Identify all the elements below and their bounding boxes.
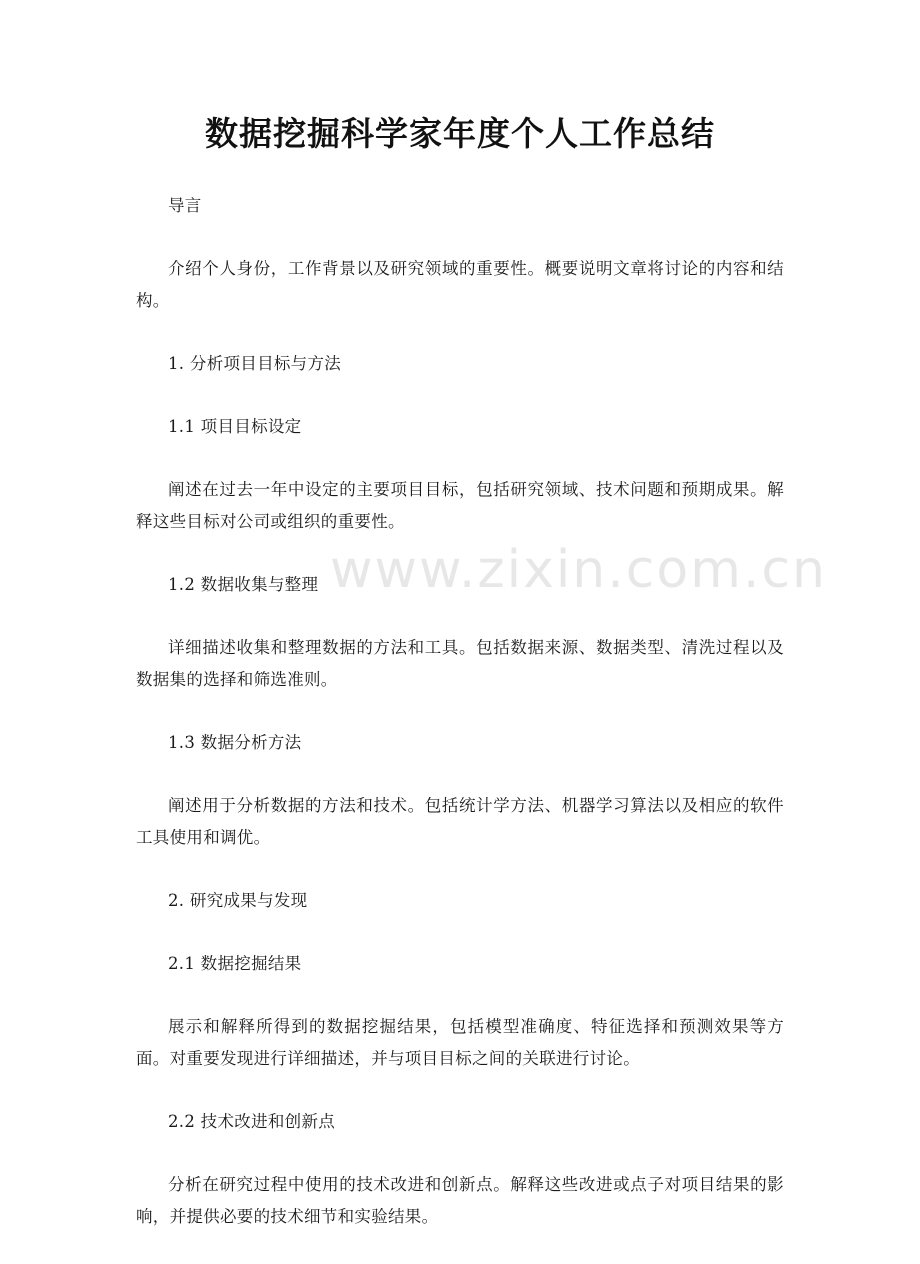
document-body bbox=[136, 190, 784, 1264]
paragraph-intro: 介绍个人身份，工作背景以及研究领域的重要性。概要说明文章将讨论的内容和结构。 bbox=[136, 259, 784, 310]
paragraph-1-1: 阐述在过去一年中设定的主要项目目标，包括研究领域、技术问题和预期成果。解释这些目标对公司或组织的重要性。 bbox=[136, 480, 784, 531]
document-title: 数据挖掘科学家年度个人工作总结 bbox=[205, 114, 715, 153]
paragraph-2-2: 分析在研究过程中使用的技术改进和创新点。解释这些改进或点子对项目结果的影响，并提供必要的技术细节和实验结果。 bbox=[136, 1175, 784, 1226]
section-heading-1: 1. 分析项目目标与方法 bbox=[168, 354, 342, 373]
subsection-heading-2-1: 2.1 数据挖掘结果 bbox=[168, 954, 302, 973]
section-heading-2: 2. 研究成果与发现 bbox=[168, 891, 308, 910]
section-heading-intro: 导言 bbox=[168, 196, 202, 215]
subsection-heading-1-2: 1.2 数据收集与整理 bbox=[168, 575, 319, 594]
subsection-heading-2-2: 2.2 技术改进和创新点 bbox=[168, 1112, 336, 1131]
paragraph-2-1: 展示和解释所得到的数据挖掘结果，包括模型准确度、特征选择和预测效果等方面。对重要发现进行详细描述，并与项目目标之间的关联进行讨论。 bbox=[136, 1017, 784, 1068]
watermark: www.zixin.com.cn bbox=[330, 540, 827, 600]
subsection-heading-1-3: 1.3 数据分析方法 bbox=[168, 733, 302, 752]
subsection-heading-1-1: 1.1 项目目标设定 bbox=[168, 417, 302, 436]
paragraph-1-2: 详细描述收集和整理数据的方法和工具。包括数据来源、数据类型、清洗过程以及数据集的选择和筛选准则。 bbox=[136, 638, 784, 689]
paragraph-1-3: 阐述用于分析数据的方法和技术。包括统计学方法、机器学习算法以及相应的软件工具使用和调优。 bbox=[136, 796, 784, 847]
